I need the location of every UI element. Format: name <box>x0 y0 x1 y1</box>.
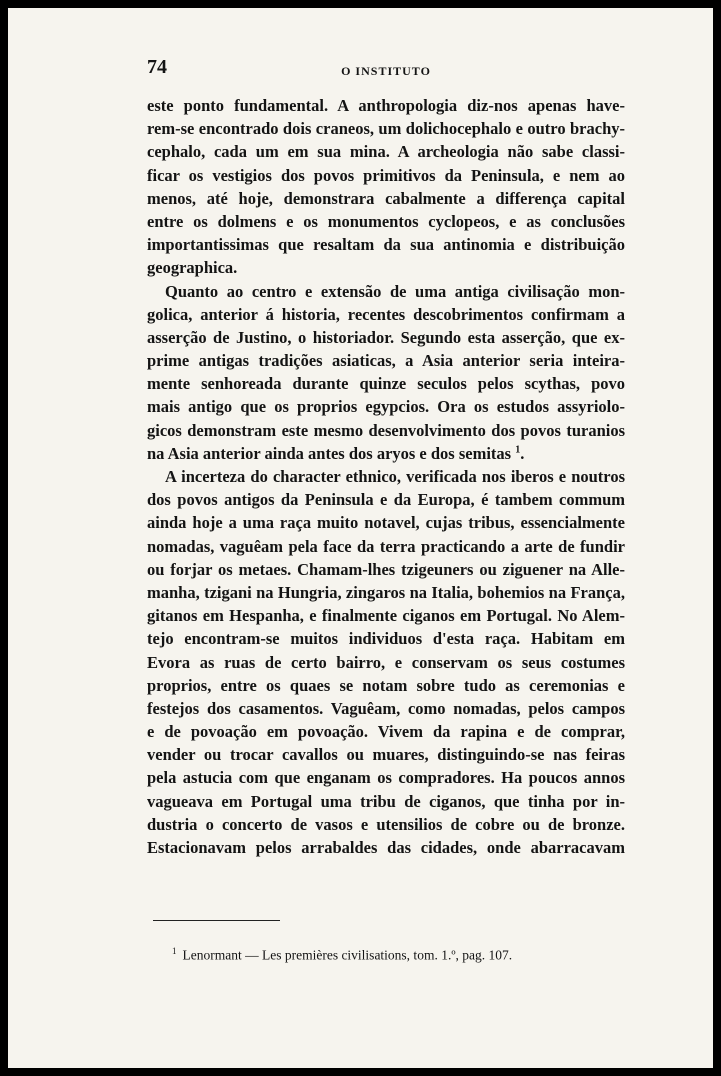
text-line: geographica. <box>147 258 238 278</box>
text-line: asserção de Justino, o historiador. Segundo esta asserção, que ex- <box>147 327 625 347</box>
paragraph-3 <box>147 465 625 859</box>
text-line: tejo encontram-se muitos individuos d'esta raça. Habitam em <box>147 629 625 649</box>
text-line: Evora as ruas de certo bairro, e conservam os seus costumes <box>147 652 625 672</box>
page-number: 74 <box>147 56 167 78</box>
text-line: vagueava em Portugal uma tribu de ciganos, que tinha por in- <box>147 791 625 811</box>
text-line: nomadas, vaguêam pela face da terra practicando a arte de fundir <box>147 536 625 556</box>
footnote <box>172 946 512 964</box>
text-line: mente senhoreada durante quinze seculos pelos scythas, povo <box>147 374 625 394</box>
text-line: pela astucia com que enganam os compradores. Ha poucos annos <box>147 768 625 788</box>
text-line: mais antigo que os proprios egypcios. Ora os estudos assyriolo- <box>147 397 625 417</box>
text-line-content: na Asia anterior ainda antes dos aryos e dos semitas <box>147 443 512 463</box>
text-line: rem-se encontrado dois craneos, um dolichocephalo e outro brachy- <box>147 119 625 139</box>
text-line: proprios, entre os quaes se notam sobre tudo as ceremonias e <box>147 675 625 695</box>
text-line: prime antigas tradições asiaticas, a Asia anterior seria inteira- <box>147 351 625 371</box>
text-line: gicos demonstram este mesmo desenvolvimento dos povos turanios <box>147 420 625 440</box>
footnote-divider <box>153 920 280 921</box>
footnote-mark: 1 <box>172 946 177 956</box>
running-title: O INSTITUTO <box>341 64 431 78</box>
text-line: Quanto ao centro e extensão de uma antiga civilisação mon- <box>165 281 625 301</box>
text-line: na Asia anterior ainda antes dos aryos e dos semitas $^1$. <box>147 443 525 463</box>
text-line: cephalo, cada um em sua mina. A archeologia não sabe classi- <box>147 142 625 162</box>
text-line: Estacionavam pelos arrabaldes das cidades, onde abarracavam <box>147 838 625 857</box>
text-line: vender ou trocar cavallos ou muares, distinguindo-se nas feiras <box>147 745 625 765</box>
text-line: ficar os vestigios dos povos primitivos da Peninsula, e nem ao <box>147 165 625 185</box>
text-line: manha, tzigani na Hungria, zingaros na Italia, bohemios na França, <box>147 582 625 602</box>
text-line: gitanos em Hespanha, e finalmente ciganos em Portugal. No Alem- <box>147 606 625 626</box>
text-line: dos povos antigos da Peninsula e da Europa, é tambem commum <box>147 490 625 510</box>
text-line: festejos dos casamentos. Vaguêam, como nomadas, pelos campos <box>147 698 625 718</box>
paragraph-2 <box>147 280 625 466</box>
text-line: entre os dolmens e os monumentos cyclopeos, e as conclusões <box>147 211 625 231</box>
text-line: dustria o concerto de vasos e utensilios de cobre ou de bronze. <box>147 814 625 834</box>
footnote-text: Lenormant — Les premières civilisations, tom. 1.º, pag. 107. <box>182 947 513 963</box>
text-line: menos, até hoje, demonstrara cabalmente a differença capital <box>147 188 625 208</box>
text-line: e de povoação em povoação. Vivem da rapina e de comprar, <box>147 722 625 742</box>
text-line: importantissimas que resaltam da sua antinomia e distribuição <box>147 235 625 255</box>
paragraph-1 <box>147 94 625 280</box>
footnote-reference[interactable]: 1 <box>515 444 521 456</box>
text-line: ainda hoje a uma raça muito notavel, cujas tribus, essencialmente <box>147 513 625 533</box>
body-text <box>147 94 625 859</box>
text-line: este ponto fundamental. A anthropologia diz-nos apenas have- <box>147 96 625 115</box>
text-line: ou forjar os metaes. Chamam-lhes tzigeuners ou ziguener na Alle- <box>147 559 625 579</box>
page-header <box>147 56 625 86</box>
text-line: A incerteza do character ethnico, verificada nos iberos e noutros <box>165 467 625 486</box>
text-line: golica, anterior á historia, recentes descobrimentos confirmam a <box>147 304 625 324</box>
